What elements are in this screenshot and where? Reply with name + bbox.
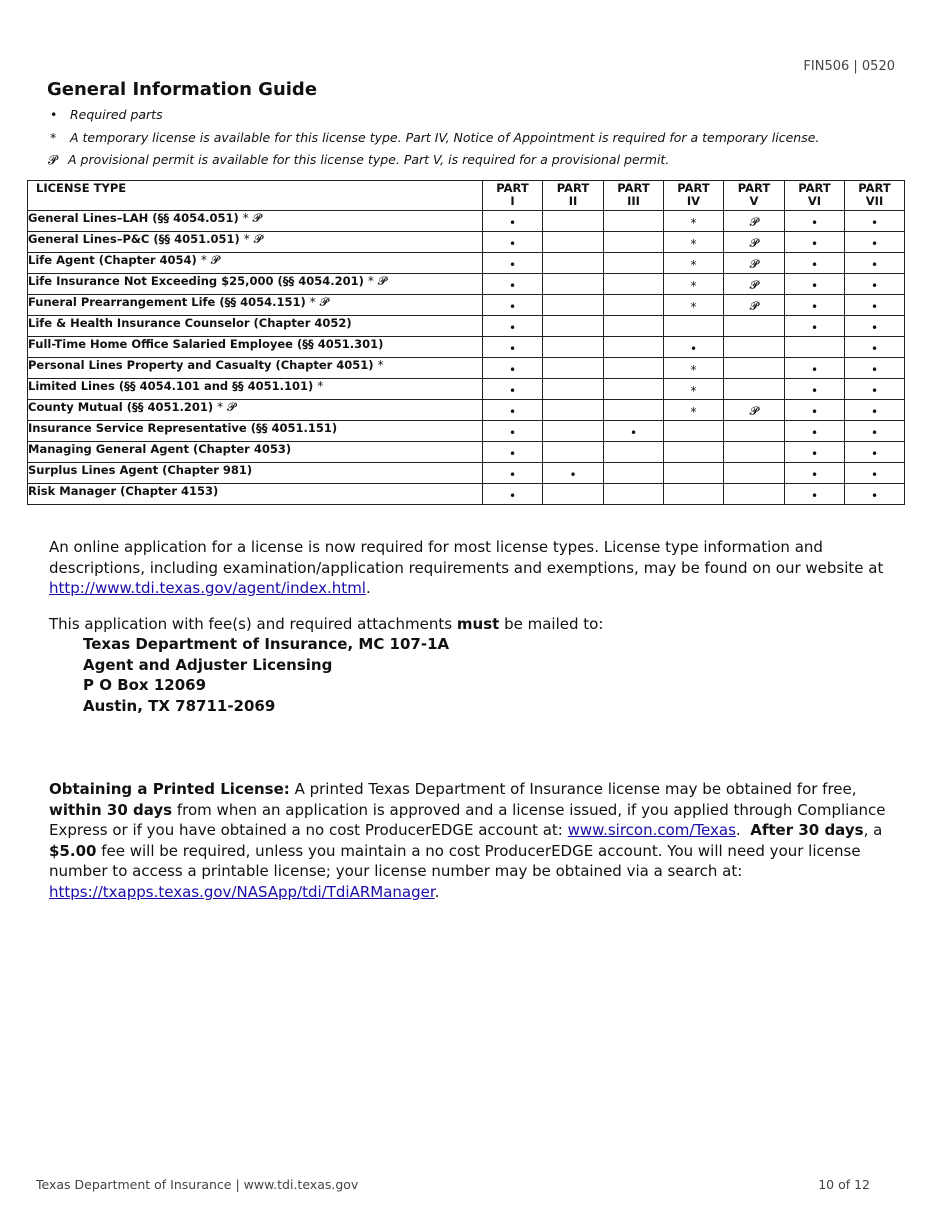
part-cell (724, 463, 785, 484)
table-row (28, 358, 905, 379)
part-cell (845, 253, 905, 274)
online-end: . (365, 579, 371, 598)
part-label: PART (556, 181, 590, 195)
license-type-cell (28, 463, 483, 484)
part-cell (664, 211, 724, 232)
part-cell (785, 232, 845, 253)
part-number: V (749, 194, 759, 208)
part-column-header (543, 181, 604, 211)
page-number: 10 of 12 (818, 1177, 870, 1192)
part-cell (543, 295, 604, 316)
footer-agency: Texas Department of Insurance | www.tdi.texas.gov (36, 1177, 359, 1192)
part-cell (543, 421, 604, 442)
part-cell (785, 274, 845, 295)
license-type-cell (28, 253, 483, 274)
part-number: II (568, 194, 578, 208)
table-row (28, 484, 905, 505)
part-cell (785, 211, 845, 232)
part-cell (604, 358, 664, 379)
legend-provisional (48, 152, 669, 168)
part-cell (664, 358, 724, 379)
license-type-cell (28, 421, 483, 442)
availability-marks: * 𝓟 (217, 400, 236, 414)
part-column-header (785, 181, 845, 211)
license-type-cell (28, 316, 483, 337)
license-type-name: General Lines–P&C (§§ 4051.051) (28, 232, 240, 246)
requirement-mark: • (870, 320, 879, 335)
part-cell (483, 232, 543, 253)
part-cell (483, 442, 543, 463)
requirement-mark: 𝓟 (749, 215, 759, 229)
part-cell (483, 358, 543, 379)
legend-temporary (50, 130, 819, 145)
license-type-name: Surplus Lines Agent (Chapter 981) (28, 463, 253, 477)
part-cell (483, 400, 543, 421)
part-cell (543, 274, 604, 295)
requirement-mark: • (810, 215, 819, 230)
part-cell (724, 358, 785, 379)
part-cell (664, 337, 724, 358)
part-cell (483, 379, 543, 400)
license-type-name: Full-Time Home Office Salaried Employee (§§ 4051.301) (28, 337, 384, 351)
license-type-header: LICENSE TYPE (28, 181, 483, 211)
part-cell (785, 442, 845, 463)
license-type-cell (28, 274, 483, 295)
license-type-cell (28, 358, 483, 379)
part-cell (543, 358, 604, 379)
availability-marks: * 𝓟 (200, 253, 220, 267)
requirement-mark: • (870, 446, 879, 461)
requirement-mark: • (508, 236, 517, 251)
part-cell (483, 463, 543, 484)
part-label: PART (858, 181, 891, 195)
part-label: PART (496, 181, 529, 195)
license-type-name: County Mutual (§§ 4051.201) (28, 400, 214, 414)
part-cell (483, 253, 543, 274)
table-row (28, 379, 905, 400)
requirement-mark: • (870, 299, 879, 314)
requirement-mark: • (810, 488, 819, 503)
requirement-mark: • (870, 341, 879, 356)
license-type-cell (28, 337, 483, 358)
requirement-mark: • (508, 215, 517, 230)
part-cell (604, 379, 664, 400)
part-cell (604, 463, 664, 484)
part-cell (483, 421, 543, 442)
license-type-cell (28, 442, 483, 463)
part-cell (724, 337, 785, 358)
table-row (28, 211, 905, 232)
requirement-mark: • (810, 467, 819, 482)
part-cell (483, 274, 543, 295)
requirement-mark: * (690, 236, 697, 251)
printed-license-paragraph (49, 779, 909, 903)
requirement-mark: • (870, 467, 879, 482)
license-type-cell (28, 379, 483, 400)
requirement-mark: • (810, 257, 819, 272)
printed-text: , a (863, 821, 883, 840)
part-cell (604, 337, 664, 358)
license-type-cell (28, 295, 483, 316)
printed-bold: After 30 days (750, 821, 864, 840)
part-cell (664, 232, 724, 253)
requirement-mark: • (870, 257, 879, 272)
part-cell (604, 316, 664, 337)
online-text: An online application for a license is now required for most license types. License type information and descriptions, including examination/application requirements and exemptions, may be found on our website at (49, 538, 884, 577)
part-cell (483, 337, 543, 358)
mail-intro-after: be mailed to: (504, 615, 604, 633)
part-column-header (664, 181, 724, 211)
license-type-name: Personal Lines Property and Casualty (Chapter 4051) (28, 358, 374, 372)
requirement-mark: • (810, 404, 819, 419)
requirement-mark: • (810, 278, 819, 293)
address-line: Texas Department of Insurance, MC 107-1A (83, 635, 450, 653)
license-type-name: Risk Manager (Chapter 4153) (28, 484, 219, 498)
printed-text: fee will be required, unless you maintain a no cost ProducerEDGE account. You will need your license number to access a printable license; your license number may be obtained via a search at: (49, 841, 861, 881)
part-cell (543, 484, 604, 505)
part-cell (845, 316, 905, 337)
license-type-name: Life Insurance Not Exceeding $25,000 (§§ 4054.201) (28, 274, 364, 288)
requirement-mark: • (870, 215, 879, 230)
printed-label: Obtaining a Printed License: (49, 780, 290, 798)
page-title: General Information Guide (47, 79, 318, 100)
part-cell (724, 400, 785, 421)
table-row (28, 337, 905, 358)
part-cell (845, 379, 905, 400)
requirement-mark: • (508, 467, 517, 482)
requirement-mark: • (508, 299, 517, 314)
part-cell (724, 295, 785, 316)
requirement-mark: • (810, 425, 819, 440)
part-cell (724, 253, 785, 274)
requirement-mark: * (690, 362, 697, 377)
requirement-mark: * (690, 215, 697, 230)
requirement-mark: • (870, 425, 879, 440)
part-column-header (724, 181, 785, 211)
legend-required (50, 107, 163, 122)
part-cell (785, 463, 845, 484)
form-number: FIN506 | 0520 (803, 59, 895, 74)
part-cell (724, 421, 785, 442)
availability-marks: * 𝓟 (367, 274, 387, 288)
part-column-header (845, 181, 905, 211)
requirement-mark: • (870, 278, 879, 293)
requirement-mark: • (569, 467, 577, 482)
table-row (28, 295, 905, 316)
requirement-mark: 𝓟 (749, 278, 759, 292)
requirement-mark: • (508, 362, 517, 377)
part-number: IV (686, 194, 701, 208)
part-cell (785, 421, 845, 442)
part-cell (543, 253, 604, 274)
bullet-symbol: • (50, 107, 58, 122)
part-cell (785, 484, 845, 505)
requirement-mark: • (508, 404, 517, 419)
part-number: VI (807, 194, 822, 208)
part-cell (664, 253, 724, 274)
requirement-mark: • (810, 362, 819, 377)
requirement-mark: • (810, 299, 819, 314)
table-row (28, 274, 905, 295)
table-row (28, 253, 905, 274)
part-cell (604, 400, 664, 421)
mail-instructions (49, 614, 909, 635)
part-cell (845, 484, 905, 505)
table-body (28, 211, 905, 505)
part-cell (664, 421, 724, 442)
part-cell (604, 442, 664, 463)
license-type-table (27, 180, 905, 505)
part-column-header (483, 181, 543, 211)
part-label: PART (617, 181, 650, 195)
requirement-mark: 𝓟 (749, 299, 759, 313)
requirement-mark: • (508, 341, 517, 356)
requirement-mark: 𝓟 (749, 257, 759, 271)
part-cell (724, 274, 785, 295)
part-cell (543, 211, 604, 232)
requirement-mark: • (870, 488, 879, 503)
printed-bold: within 30 days (49, 800, 173, 819)
printed-bold: $5.00 (49, 841, 97, 860)
part-number: I (510, 194, 515, 208)
requirement-mark: • (810, 383, 819, 398)
part-cell (483, 316, 543, 337)
online-application-paragraph (49, 537, 909, 599)
part-cell (604, 274, 664, 295)
availability-marks: * 𝓟 (309, 295, 329, 309)
header-row (28, 181, 905, 211)
requirement-mark: • (508, 488, 517, 503)
license-type-name: Limited Lines (§§ 4054.101 and §§ 4051.101) (28, 379, 314, 393)
part-cell (785, 253, 845, 274)
license-type-name: Life & Health Insurance Counselor (Chapter 4052) (28, 316, 352, 330)
requirement-mark: * (690, 278, 697, 293)
license-type-name: Insurance Service Representative (§§ 4051.151) (28, 421, 338, 435)
legend-text: A provisional permit is available for this license type. Part V, is required for a provisional permit. (68, 152, 670, 167)
license-type-cell (28, 211, 483, 232)
part-label: PART (677, 181, 710, 195)
printed-text: A printed Texas Department of Insurance license may be obtained for free, (294, 780, 857, 798)
mail-intro-before: This application with fee(s) and required attachments (49, 615, 453, 633)
license-type-cell (28, 400, 483, 421)
mail-intro-bold: must (456, 615, 500, 633)
requirement-mark: • (508, 425, 517, 440)
table-row (28, 316, 905, 337)
part-number: VII (865, 194, 884, 208)
requirement-mark: • (810, 236, 819, 251)
requirement-mark: • (508, 446, 517, 461)
part-cell (724, 484, 785, 505)
part-cell (845, 400, 905, 421)
requirement-mark: • (810, 446, 819, 461)
part-cell (664, 463, 724, 484)
requirement-mark: • (689, 341, 698, 356)
part-cell (604, 484, 664, 505)
mailing-address (83, 634, 449, 716)
part-number: III (627, 194, 640, 208)
part-cell (845, 337, 905, 358)
address-line: P O Box 12069 (83, 676, 207, 695)
table-header (28, 181, 905, 211)
requirement-mark: • (508, 257, 517, 272)
requirement-mark: * (690, 257, 697, 272)
legend-text: Required parts (70, 107, 163, 122)
requirement-mark: • (870, 404, 879, 419)
requirement-mark: • (870, 362, 879, 377)
part-cell (724, 379, 785, 400)
part-cell (483, 484, 543, 505)
agent-index-link[interactable]: http://www.tdi.texas.gov/agent/index.html (49, 579, 366, 598)
table-row (28, 442, 905, 463)
part-cell (664, 442, 724, 463)
availability-marks: * 𝓟 (243, 232, 263, 246)
part-label: PART (737, 181, 771, 195)
part-cell (785, 337, 845, 358)
part-cell (724, 316, 785, 337)
part-cell (664, 274, 724, 295)
requirement-mark: • (508, 383, 517, 398)
part-column-header (604, 181, 664, 211)
table-row (28, 463, 905, 484)
requirement-mark: • (508, 278, 517, 293)
requirement-mark: • (508, 320, 517, 335)
part-cell (543, 463, 604, 484)
license-type-cell (28, 484, 483, 505)
requirement-mark: * (690, 404, 697, 419)
part-cell (543, 379, 604, 400)
tdi-ar-manager-link[interactable]: https://txapps.texas.gov/NASApp/tdi/TdiARManager (49, 882, 435, 901)
part-cell (845, 358, 905, 379)
part-cell (543, 337, 604, 358)
part-cell (543, 400, 604, 421)
part-cell (785, 358, 845, 379)
part-cell (664, 484, 724, 505)
part-cell (543, 442, 604, 463)
part-cell (785, 379, 845, 400)
table-row (28, 232, 905, 253)
part-cell (543, 316, 604, 337)
part-cell (845, 442, 905, 463)
part-cell (845, 463, 905, 484)
part-cell (604, 253, 664, 274)
part-cell (604, 421, 664, 442)
part-cell (604, 295, 664, 316)
availability-marks: * (317, 379, 324, 393)
license-type-cell (28, 232, 483, 253)
part-cell (724, 211, 785, 232)
requirement-mark: * (690, 383, 697, 398)
address-line: Agent and Adjuster Licensing (83, 655, 333, 674)
part-cell (543, 232, 604, 253)
part-label: PART (798, 181, 831, 195)
part-cell (664, 400, 724, 421)
address-line: Austin, TX 78711-2069 (83, 696, 276, 715)
requirement-mark: * (690, 299, 697, 314)
availability-marks: * 𝓟 (242, 211, 262, 225)
part-cell (604, 211, 664, 232)
part-cell (664, 295, 724, 316)
sircon-link[interactable]: www.sircon.com/Texas (567, 821, 736, 840)
requirement-mark: • (870, 236, 879, 251)
part-cell (483, 211, 543, 232)
table-row (28, 421, 905, 442)
asterisk-symbol: * (50, 130, 57, 145)
printed-text: from when an application is approved and a license issued, if you applied through Compliance Express or if you have obtained a no cost ProducerEDGE account at: (49, 800, 886, 840)
part-cell (724, 442, 785, 463)
legend-text: A temporary license is available for this license type. Part IV, Notice of Appointment is required for a temporary license. (70, 130, 820, 145)
requirement-mark: • (870, 383, 879, 398)
provisional-symbol: 𝓟 (48, 152, 58, 167)
part-cell (664, 379, 724, 400)
printed-text: . (735, 821, 741, 840)
table-row (28, 400, 905, 421)
part-cell (845, 232, 905, 253)
printed-text: . (434, 882, 440, 901)
license-type-name: Funeral Prearrangement Life (§§ 4054.151) (28, 295, 306, 309)
part-cell (724, 232, 785, 253)
part-cell (845, 421, 905, 442)
part-cell (785, 316, 845, 337)
part-cell (483, 295, 543, 316)
part-cell (785, 400, 845, 421)
license-type-name: Managing General Agent (Chapter 4053) (28, 442, 292, 456)
part-cell (845, 211, 905, 232)
part-cell (845, 274, 905, 295)
license-type-name: General Lines–LAH (§§ 4054.051) (28, 211, 239, 225)
part-cell (664, 316, 724, 337)
requirement-mark: • (810, 320, 819, 335)
part-cell (845, 295, 905, 316)
part-cell (604, 232, 664, 253)
requirement-mark: 𝓟 (749, 236, 759, 250)
availability-marks: * (377, 358, 384, 372)
license-type-name: Life Agent (Chapter 4054) (28, 253, 197, 267)
part-cell (785, 295, 845, 316)
requirement-mark: 𝓟 (749, 404, 759, 418)
requirement-mark: • (629, 425, 638, 440)
